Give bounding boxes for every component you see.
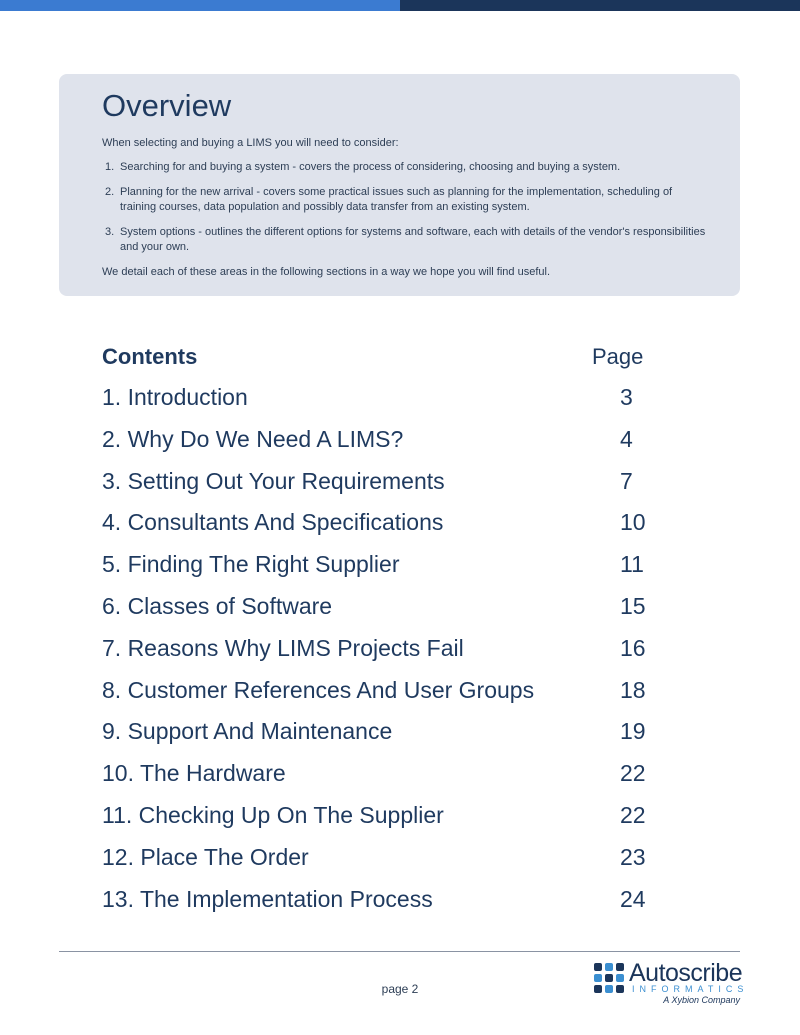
toc-entry-page: 24 [620, 885, 646, 912]
toc-heading: Contents [102, 344, 198, 369]
overview-outro: We detail each of these areas in the following sections in a way we hope you will find useful. [102, 266, 550, 278]
top-color-bar [0, 0, 800, 11]
toc-entry-page: 22 [620, 760, 646, 787]
toc-entry-page: 15 [620, 592, 646, 619]
toc-entry[interactable] [102, 420, 662, 462]
toc-entry-page: 23 [620, 843, 646, 870]
logo-subtitle: INFORMATICS [632, 984, 749, 994]
toc-entry-label: 3. Setting Out Your Requirements [102, 467, 445, 494]
toc-entry-label: 1. Introduction [102, 384, 248, 410]
top-bar-light-segment [0, 0, 400, 11]
toc-entry-label: 10. The Hardware [102, 760, 286, 787]
toc-entry[interactable] [102, 754, 662, 796]
toc-entry[interactable] [102, 796, 662, 838]
top-bar-dark-segment [400, 0, 800, 11]
toc-entry[interactable] [102, 503, 662, 545]
overview-panel [59, 74, 740, 296]
logo-brand: Autoscribe [629, 959, 743, 987]
toc-header [102, 340, 662, 378]
toc-entry-page: 4 [620, 425, 633, 452]
overview-list-item [102, 225, 710, 255]
toc-entry[interactable] [102, 838, 662, 880]
overview-list [102, 160, 706, 255]
toc-entry[interactable] [102, 378, 662, 420]
toc-entry-page: 16 [620, 634, 646, 661]
toc-entry[interactable] [102, 587, 662, 629]
toc-entry-label: 13. The Implementation Process [102, 885, 433, 912]
toc-entry-label: 2. Why Do We Need A LIMS? [102, 425, 404, 452]
toc-entry-label: 11. Checking Up On The Supplier [102, 801, 444, 828]
logo-grid-icon [594, 963, 624, 993]
toc-entry-label: 6. Classes of Software [102, 592, 333, 619]
toc-entry-label: 5. Finding The Right Supplier [102, 551, 400, 578]
list-number: 3. [105, 226, 115, 238]
toc-entry[interactable] [102, 712, 662, 754]
toc-page-heading: Page [592, 344, 644, 369]
list-text: Searching for and buying a system - covers the process of considering, choosing and buying a system. [120, 161, 621, 173]
overview-title: Overview [102, 88, 232, 123]
footer-divider [59, 951, 740, 952]
toc-entry-page: 11 [620, 551, 644, 578]
page-number: page 2 [381, 982, 419, 996]
toc-entry-label: 7. Reasons Why LIMS Projects Fail [102, 634, 464, 661]
list-text: System options - outlines the different options for systems and software, each with details of the vendor's responsibilities and your own. [120, 226, 706, 253]
toc-entry-label: 12. Place The Order [102, 843, 309, 870]
toc-entry-page: 22 [620, 801, 646, 828]
toc-entry[interactable] [102, 671, 662, 713]
toc-entry-page: 19 [620, 718, 646, 745]
autoscribe-logo [594, 959, 749, 1007]
overview-list-item [102, 160, 710, 175]
toc-entry-page: 18 [620, 676, 646, 703]
toc-entry[interactable] [102, 880, 662, 922]
toc-entry[interactable] [102, 545, 662, 587]
toc-entry[interactable] [102, 629, 662, 671]
toc-entry[interactable] [102, 462, 662, 504]
table-of-contents [102, 340, 662, 921]
list-text: Planning for the new arrival - covers some practical issues such as planning for the implementation, scheduling of training courses, data population and possibly data transfer from an existing system. [120, 186, 673, 213]
toc-entry-page: 7 [620, 467, 633, 494]
logo-tagline: A Xybion Company [663, 995, 740, 1005]
list-number: 2. [105, 186, 115, 198]
overview-list-item [102, 185, 710, 215]
overview-intro: When selecting and buying a LIMS you will need to consider: [102, 137, 399, 149]
toc-entry-page: 10 [620, 509, 646, 536]
list-number: 1. [105, 161, 115, 173]
toc-entry-page: 3 [620, 384, 633, 410]
toc-entry-label: 8. Customer References And User Groups [102, 676, 535, 703]
toc-entry-label: 4. Consultants And Specifications [102, 509, 444, 536]
toc-entry-label: 9. Support And Maintenance [102, 718, 393, 745]
